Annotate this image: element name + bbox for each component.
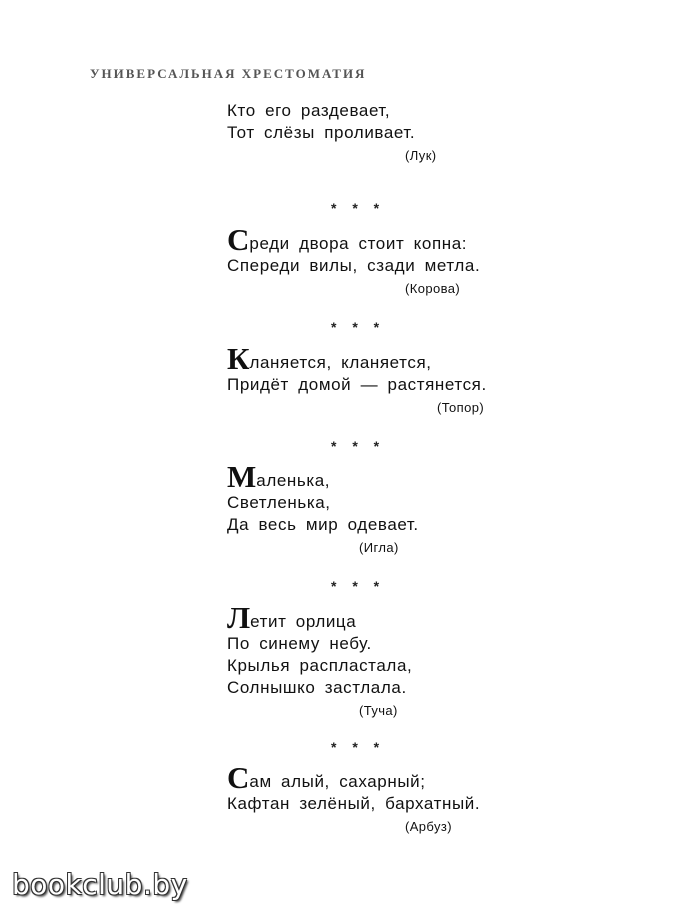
riddle-line-text: етит орлица <box>250 612 357 631</box>
riddle-axe <box>227 341 547 417</box>
riddle-line-text: аленька, <box>256 471 331 490</box>
riddle-answer: (Арбуз) <box>405 819 452 834</box>
riddle-line-text: реди двора стоит копна: <box>249 234 468 253</box>
drop-cap-letter: К <box>227 341 250 376</box>
riddle-needle <box>227 459 547 557</box>
riddle-line <box>227 341 547 376</box>
riddle-cloud <box>227 600 547 720</box>
riddle-line: Кафтан зелёный, бархатный. <box>227 794 481 813</box>
riddle-line: Светленька, <box>227 493 331 512</box>
watermark-logo: bookclub.by <box>12 868 188 901</box>
riddle-line: Солнышко застлала. <box>227 678 407 697</box>
separator-stars: * * * <box>331 319 386 335</box>
riddle-answer: (Туча) <box>359 703 398 718</box>
drop-cap-letter: С <box>227 760 250 795</box>
separator-stars: * * * <box>331 739 386 755</box>
drop-cap-letter: М <box>227 459 257 494</box>
separator-stars: * * * <box>331 578 386 594</box>
riddle-line: Тот слёзы проливает. <box>227 123 416 142</box>
separator-stars: * * * <box>331 438 386 454</box>
running-title: УНИВЕРСАЛЬНАЯ ХРЕСТОМАТИЯ <box>90 66 367 81</box>
riddle-line <box>227 760 547 795</box>
riddle-answer: (Лук) <box>405 148 437 163</box>
riddle-line-text: ланяется, кланяется, <box>249 353 432 372</box>
riddle-watermelon <box>227 760 547 836</box>
drop-cap-letter: С <box>227 222 250 257</box>
riddle-cow <box>227 222 547 298</box>
riddle-line: Крылья распластала, <box>227 656 413 675</box>
riddle-line <box>227 459 547 494</box>
riddle-line: Спереди вилы, сзади метла. <box>227 256 481 275</box>
separator-stars: * * * <box>331 200 386 216</box>
drop-cap-letter: Л <box>227 600 251 635</box>
riddle-line <box>227 600 547 635</box>
riddle-line-text: ам алый, сахарный; <box>249 772 426 791</box>
riddle-line: По синему небу. <box>227 634 372 653</box>
riddle-answer: (Игла) <box>359 540 399 555</box>
riddle-answer: (Корова) <box>405 281 461 296</box>
riddle-onion <box>227 100 547 165</box>
riddle-answer: (Топор) <box>437 400 485 415</box>
riddle-line: Кто его раздевает, <box>227 101 391 120</box>
riddle-line <box>227 222 547 257</box>
riddle-line: Придёт домой — растянется. <box>227 375 487 394</box>
riddle-line: Да весь мир одевает. <box>227 515 419 534</box>
